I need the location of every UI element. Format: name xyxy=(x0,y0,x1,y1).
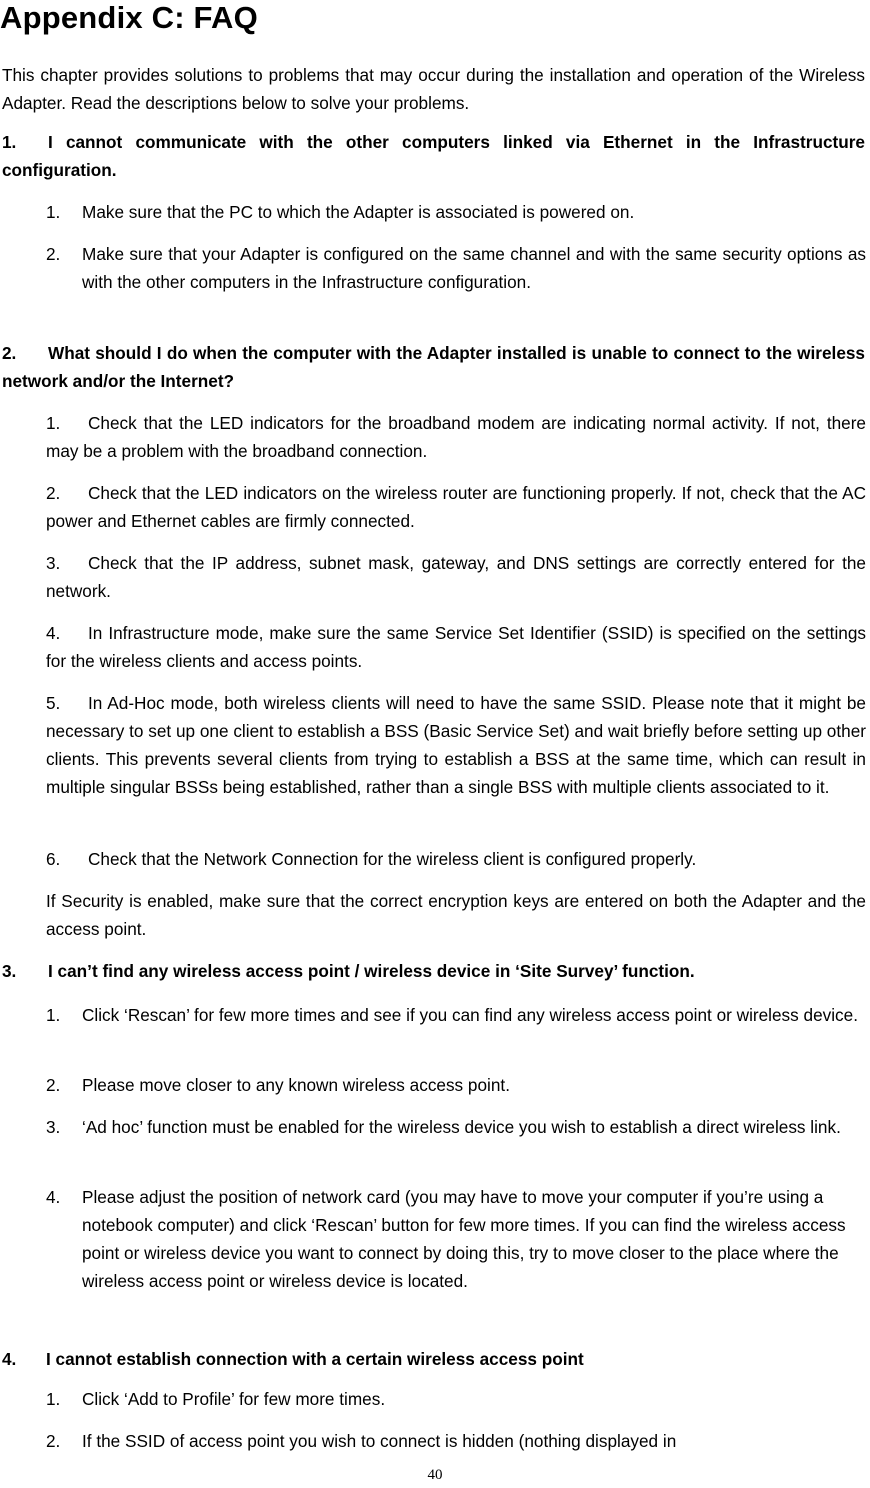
question-number: 3. xyxy=(2,961,17,981)
list-item-number: 1. xyxy=(46,202,61,222)
list-item xyxy=(46,1071,866,1099)
question-text: I cannot communicate with the other computers linked via Ethernet in the Infrastructure configuration. xyxy=(2,132,865,180)
list-item xyxy=(46,549,866,605)
list-item xyxy=(46,689,866,801)
list-item-text: Make sure that the PC to which the Adapter is associated is powered on. xyxy=(82,202,635,222)
list-item xyxy=(46,619,866,675)
list-item-number: 3. xyxy=(46,1117,61,1137)
question-text: I cannot establish connection with a certain wireless access point xyxy=(46,1349,584,1369)
list-item xyxy=(46,479,866,535)
list-item-text: Please move closer to any known wireless access point. xyxy=(82,1075,510,1095)
list-item xyxy=(46,409,866,465)
question-number: 1. xyxy=(2,132,17,152)
list-item-text: Make sure that your Adapter is configured on the same channel and with the same security options as with the other computers in the Infrastructure configuration. xyxy=(82,244,866,292)
list-item-number: 6. xyxy=(46,849,61,869)
list-item-number: 1. xyxy=(46,1005,61,1025)
question-3 xyxy=(2,957,865,985)
list-item xyxy=(46,240,866,296)
list-item-number: 4. xyxy=(46,623,61,643)
list-item xyxy=(46,1113,866,1141)
list-item xyxy=(46,845,866,873)
list-item-number: 4. xyxy=(46,1187,61,1207)
question-text: I can’t find any wireless access point / wireless device in ‘Site Survey’ function. xyxy=(48,961,695,981)
list-item-number: 2. xyxy=(46,244,61,264)
question-4 xyxy=(2,1345,865,1373)
list-item-text: Check that the IP address, subnet mask, gateway, and DNS settings are correctly entered for the network. xyxy=(46,553,866,601)
list-item-text: Click ‘Add to Profile’ for few more times. xyxy=(82,1389,386,1409)
list-item xyxy=(46,1385,866,1413)
page-number: 40 xyxy=(427,1467,443,1483)
intro-paragraph: This chapter provides solutions to problems that may occur during the installation and operation of the Wireless Adapter. Read the descriptions below to solve your problems. xyxy=(2,65,865,113)
question-number: 4. xyxy=(2,1349,17,1369)
list-item-text: ‘Ad hoc’ function must be enabled for the wireless device you wish to establish a direct wireless link. xyxy=(82,1117,841,1137)
list-item-text: Check that the LED indicators for the broadband modem are indicating normal activity. If not, there may be a problem with the broadband connection. xyxy=(46,413,866,461)
list-item xyxy=(46,1427,866,1455)
list-item-text: In Ad-Hoc mode, both wireless clients will need to have the same SSID. Please note that it might be necessary to set up one client to establish a BSS (Basic Service Set) and wait briefly before setting up other clients. This prevents several clients from trying to establish a BSS at the same time, which can result in multiple singular BSSs being established, rather than a single BSS with multiple clients associated to it. xyxy=(46,693,866,797)
list-item-text: Please adjust the position of network card (you may have to move your computer if you’re using a notebook computer) and click ‘Rescan’ button for few more times. If you can find the wireless access point or wireless device you want to connect by doing this, try to move closer to the place where the wireless access point or wireless device is located. xyxy=(82,1187,846,1291)
list-item-number: 3. xyxy=(46,553,61,573)
list-item-number: 1. xyxy=(46,413,61,433)
list-item-number: 5. xyxy=(46,693,61,713)
list-item-number: 1. xyxy=(46,1389,61,1409)
list-item xyxy=(46,198,866,226)
page-title: Appendix C: FAQ xyxy=(0,0,258,35)
list-item xyxy=(46,1001,866,1029)
list-item-text: Click ‘Rescan’ for few more times and see if you can find any wireless access point or wireless device. xyxy=(82,1005,858,1025)
list-item-text: Check that the Network Connection for the wireless client is configured properly. xyxy=(88,849,697,869)
list-item-number: 2. xyxy=(46,1075,61,1095)
question-2 xyxy=(2,339,865,395)
list-item-text: Check that the LED indicators on the wireless router are functioning properly. If not, check that the AC power and Ethernet cables are firmly connected. xyxy=(46,483,866,531)
list-item-number: 2. xyxy=(46,1431,61,1451)
security-note: If Security is enabled, make sure that the correct encryption keys are entered on both the Adapter and the access point. xyxy=(46,891,866,939)
question-number: 2. xyxy=(2,343,17,363)
question-text: What should I do when the computer with the Adapter installed is unable to connect to the wireless network and/or the Internet? xyxy=(2,343,865,391)
list-item-text: In Infrastructure mode, make sure the same Service Set Identifier (SSID) is specified on the settings for the wireless clients and access points. xyxy=(46,623,866,671)
list-item-text: If the SSID of access point you wish to connect is hidden (nothing displayed in xyxy=(82,1431,677,1451)
list-item-number: 2. xyxy=(46,483,61,503)
question-1 xyxy=(2,128,865,184)
list-item xyxy=(46,1183,866,1295)
